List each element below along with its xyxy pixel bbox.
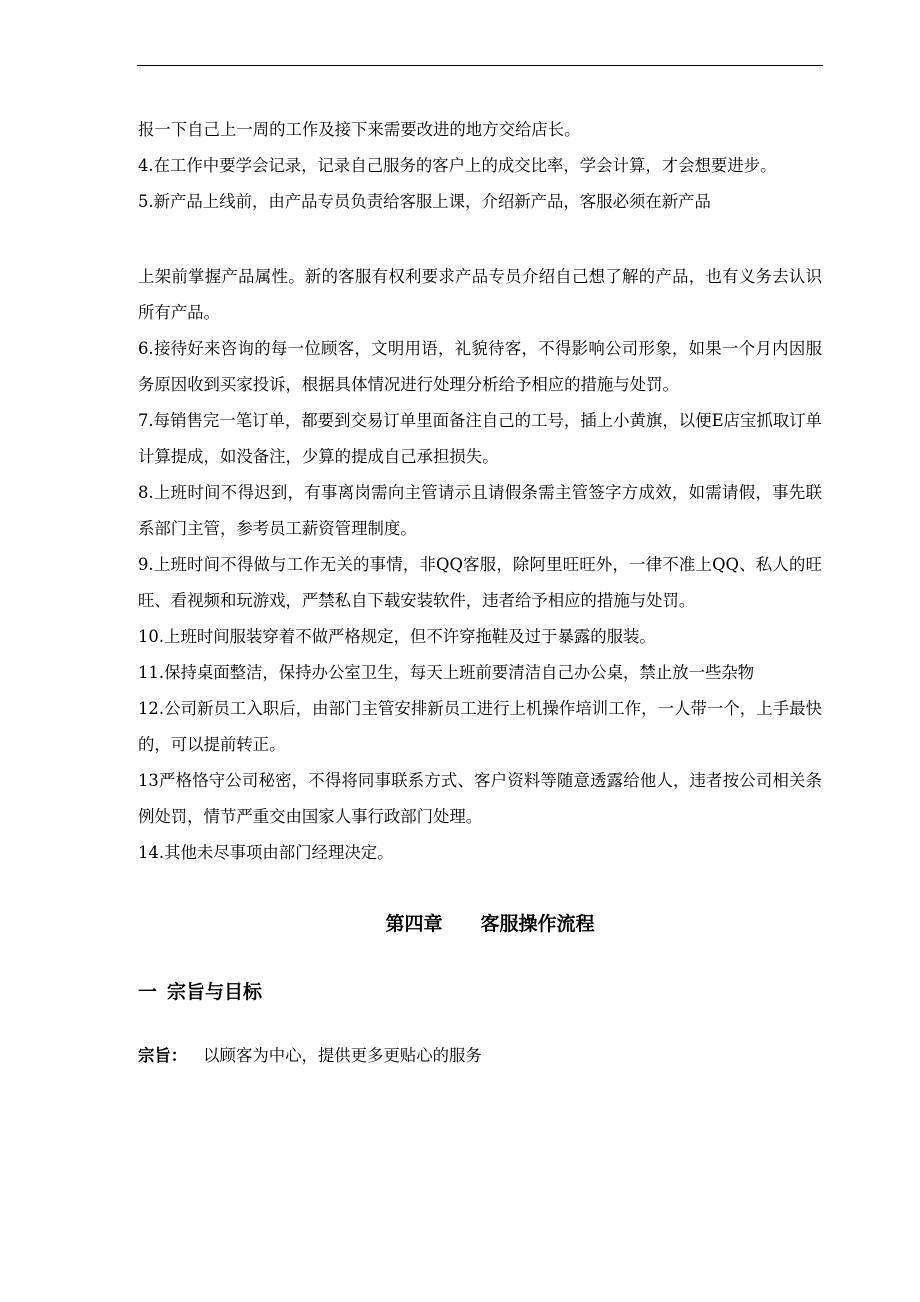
section-number: 一 xyxy=(138,981,158,1003)
paragraph: 上架前掌握产品属性。新的客服有权利要求产品专员介绍自己想了解的产品，也有义务去认识所有产品。 xyxy=(138,267,822,322)
purpose-text: 以顾客为中心，提供更多更贴心的服务 xyxy=(203,1046,482,1065)
chapter-heading xyxy=(138,909,822,939)
paragraph: 13严格恪守公司秘密，不得将同事联系方式、客户资料等随意透露给他人，违者按公司相关条例处罚，情节严重交由国家人事行政部门处理。 xyxy=(138,771,822,826)
paragraph: 6.接待好来咨询的每一位顾客，文明用语，礼貌待客，不得影响公司形象，如果一个月内因服务原因收到买家投诉，根据具体情况进行处理分析给予相应的措施与处罚。 xyxy=(138,339,822,394)
chapter-title: 客服操作流程 xyxy=(480,913,595,935)
paragraph: 11.保持桌面整洁，保持办公室卫生，每天上班前要清洁自己办公桌，禁止放一些杂物 xyxy=(138,663,755,682)
paragraph: 8.上班时间不得迟到，有事离岗需向主管请示且请假条需主管签字方成效，如需请假，事先联系部门主管，参考员工薪资管理制度。 xyxy=(138,483,822,538)
paragraph: 4.在工作中要学会记录，记录自己服务的客户上的成交比率，学会计算，才会想要进步。 xyxy=(138,156,777,175)
paragraph: 12.公司新员工入职后，由部门主管安排新员工进行上机操作培训工作，一人带一个，上手最快的，可以提前转正。 xyxy=(138,699,822,754)
paragraph: 5.新产品上线前，由产品专员负责给客服上课，介绍新产品，客服必须在新产品 xyxy=(138,192,711,211)
purpose-label: 宗旨： xyxy=(138,1046,188,1065)
chapter-number: 第四章 xyxy=(385,913,443,935)
purpose-line xyxy=(138,1041,822,1071)
header-rule xyxy=(137,65,823,66)
paragraph: 7.每销售完一笔订单，都要到交易订单里面备注自己的工号，插上小黄旗，以便E店宝抓取订单计算提成，如没备注，少算的提成自己承担损失。 xyxy=(138,411,822,466)
section-heading xyxy=(138,977,822,1007)
paragraph: 14.其他未尽事项由部门经理决定。 xyxy=(138,843,394,862)
document-body xyxy=(138,112,822,1071)
paragraph-gap xyxy=(138,220,822,259)
paragraph: 9.上班时间不得做与工作无关的事情，非QQ客服，除阿里旺旺外，一律不准上QQ、私人的旺旺、看视频和玩游戏，严禁私自下载安装软件，违者给予相应的措施与处罚。 xyxy=(138,555,822,610)
paragraph: 报一下自己上一周的工作及接下来需要改进的地方交给店长。 xyxy=(138,120,581,139)
paragraph: 10.上班时间服装穿着不做严格规定，但不许穿拖鞋及过于暴露的服装。 xyxy=(138,627,656,646)
section-title: 宗旨与目标 xyxy=(167,981,263,1003)
